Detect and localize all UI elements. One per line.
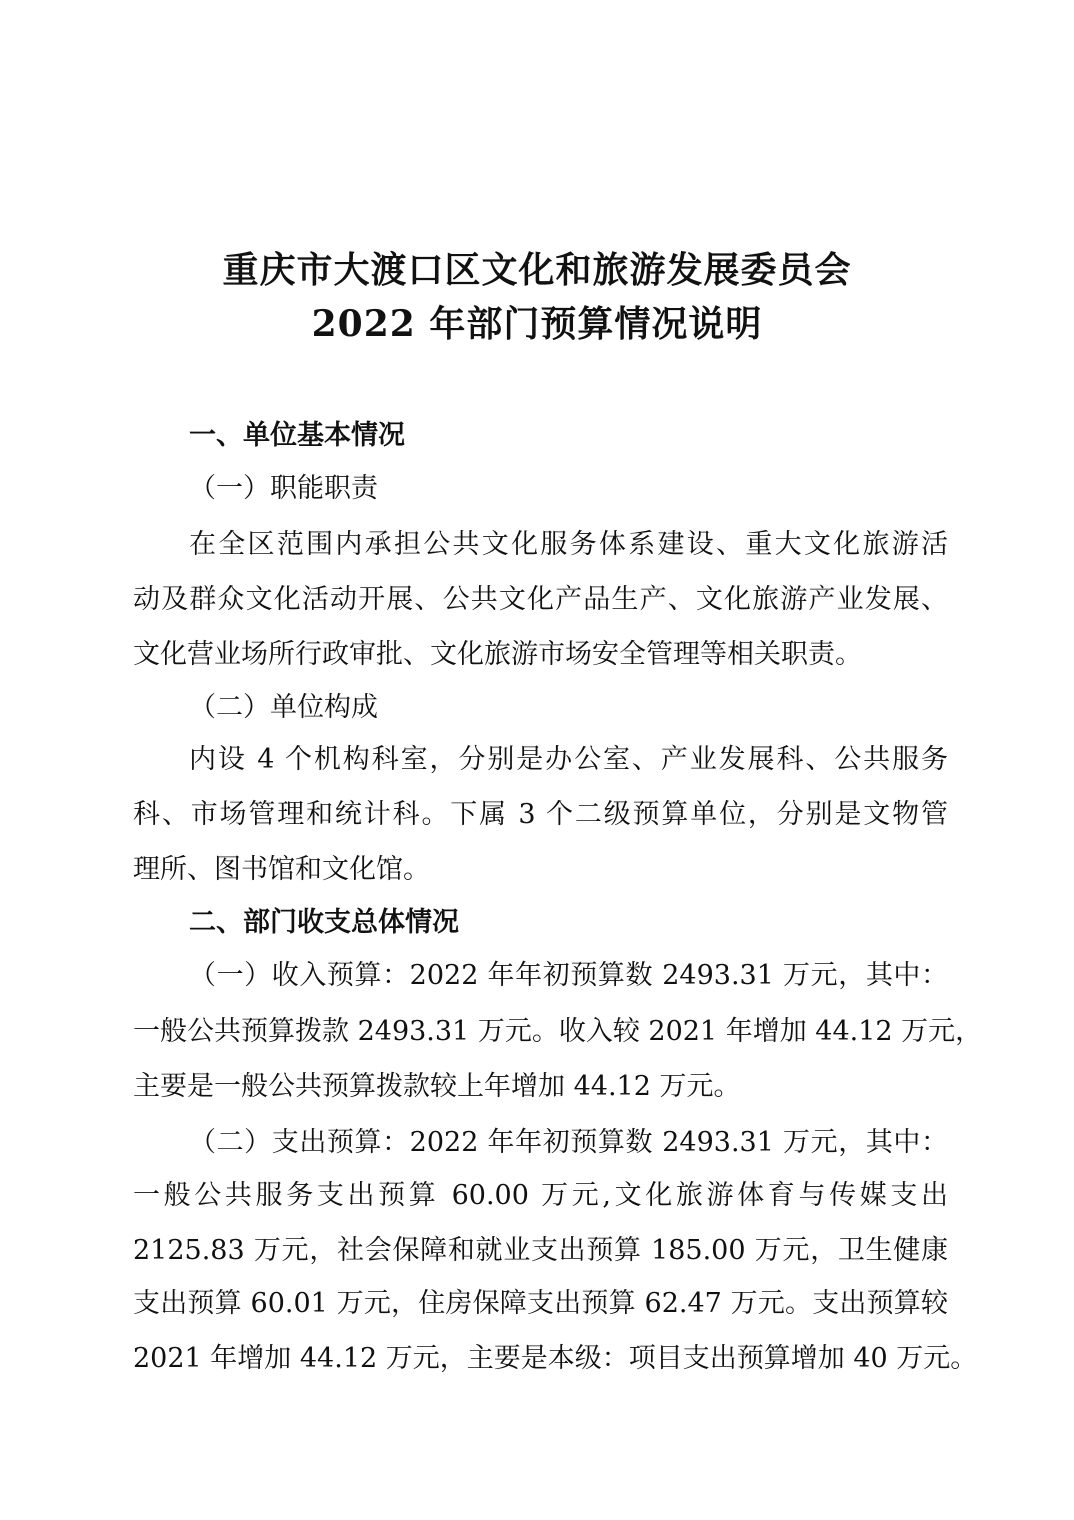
paragraph-line: 主要是一般公共预算拨款较上年增加 44.12 万元。 — [133, 1071, 741, 1102]
paragraph-line: 在全区范围内承担公共文化服务体系建设、重大文化旅游活 — [189, 529, 948, 560]
section-heading: 二、部门收支总体情况 — [189, 907, 459, 938]
subsection-heading: （一）职能职责 — [189, 473, 378, 504]
paragraph-line: （一）收入预算：2022 年年初预算数 2493.31 万元，其中： — [189, 960, 948, 991]
paragraph-line: 2021 年增加 44.12 万元，主要是本级：项目支出预算增加 40 万元。 — [133, 1343, 978, 1374]
paragraph-line: 科、市场管理和统计科。下属 3 个二级预算单位，分别是文物管 — [133, 799, 948, 830]
subsection-heading: （二）单位构成 — [189, 692, 378, 723]
paragraph-line: 一般公共预算拨款 2493.31 万元。收入较 2021 年增加 44.12 万元， — [133, 1016, 983, 1047]
section-heading: 一、单位基本情况 — [189, 420, 405, 451]
paragraph-line: 2125.83 万元，社会保障和就业支出预算 185.00 万元，卫生健康 — [133, 1235, 948, 1266]
paragraph-line: 内设 4 个机构科室，分别是办公室、产业发展科、公共服务 — [189, 744, 948, 775]
paragraph-line: 理所、图书馆和文化馆。 — [133, 854, 430, 885]
paragraph-line: 一般公共服务支出预算 60.00 万元,文化旅游体育与传媒支出 — [133, 1180, 948, 1211]
document-title: 重庆市大渡口区文化和旅游发展委员会 — [222, 249, 852, 291]
paragraph-line: （二）支出预算：2022 年年初预算数 2493.31 万元，其中： — [189, 1127, 948, 1158]
paragraph-line: 动及群众文化活动开展、公共文化产品生产、文化旅游产业发展、 — [133, 584, 948, 615]
paragraph-line: 文化营业场所行政审批、文化旅游市场安全管理等相关职责。 — [133, 639, 862, 670]
paragraph-line: 支出预算 60.01 万元，住房保障支出预算 62.47 万元。支出预算较 — [133, 1288, 948, 1319]
document-subtitle: 2022 年部门预算情况说明 — [311, 303, 763, 345]
